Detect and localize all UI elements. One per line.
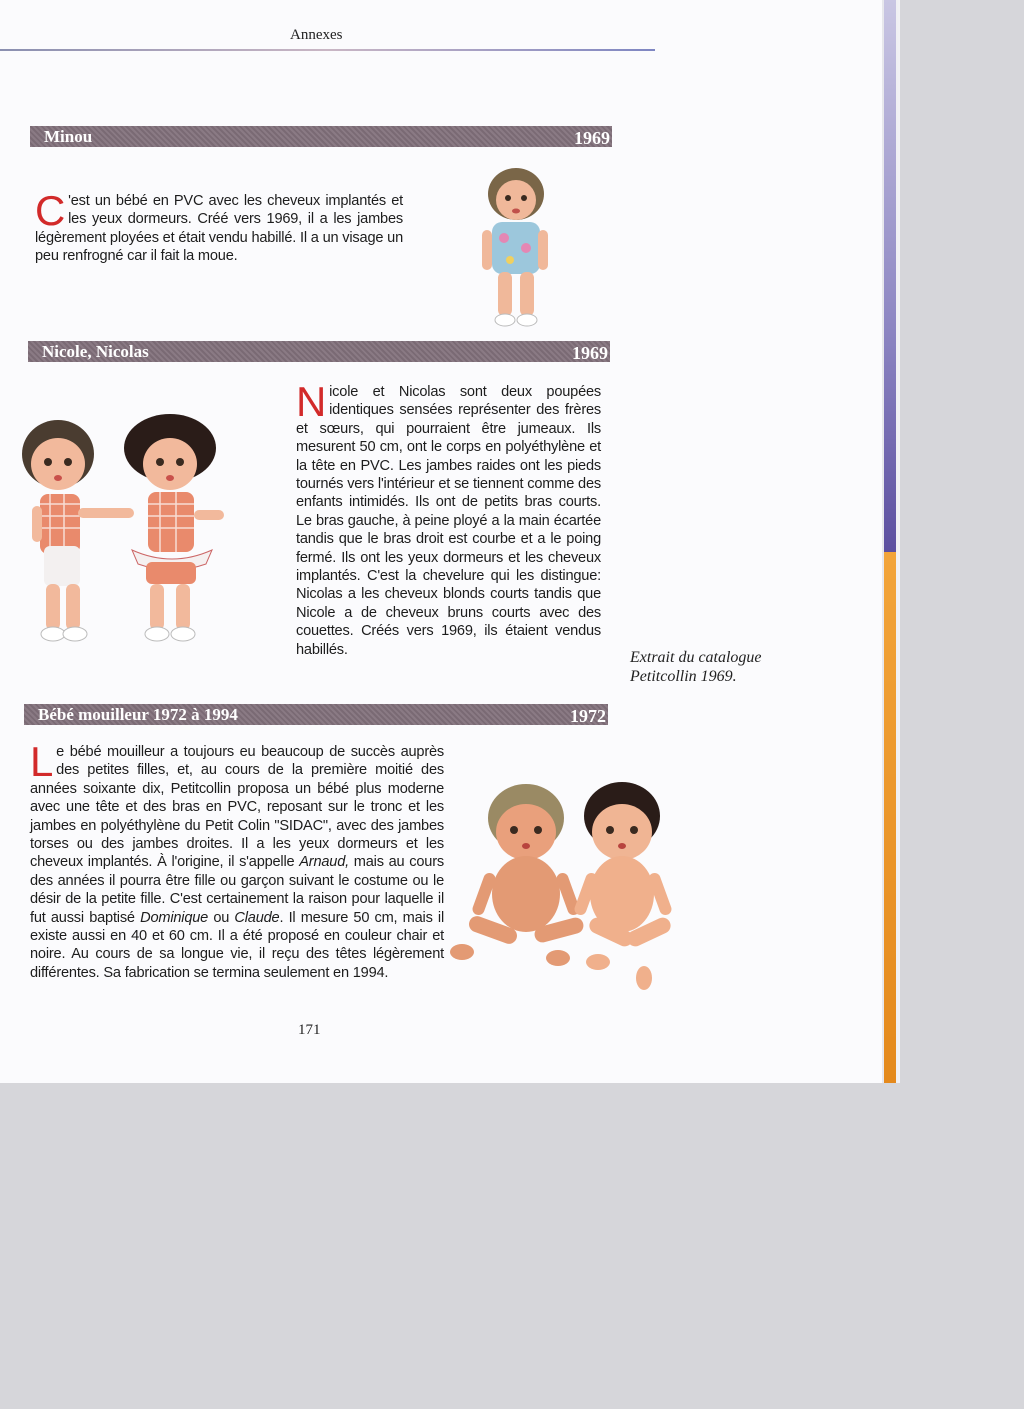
section-band-nicole-nicolas: [28, 341, 610, 362]
section-year: 1969: [572, 343, 608, 363]
caption-line: Petitcollin 1969.: [630, 668, 737, 685]
section-title: Minou: [44, 127, 93, 146]
catalogue-caption: [630, 648, 762, 686]
paragraph-part: mais au cours des années il pourra être fille ou garçon suivant le costume ou le désir de la petite fille. C'est certainement la raison pour laquelle il fut aussi baptisé: [30, 854, 444, 926]
section-band-bebe-mouilleur: [24, 704, 608, 725]
section-title: Bébé mouilleur 1972 à 1994: [38, 705, 238, 724]
header-rule: [0, 49, 655, 51]
section-text-nicole-nicolas: [296, 378, 601, 659]
nicole-nicolas-dolls-photo: [20, 414, 235, 654]
minou-doll-photo: [476, 164, 554, 334]
paragraph: icole et Nicolas sont deux poupées identiques sensées représenter des frères et sœurs, qui pourraient être jumeaux. Ils mesurent 50 cm, ont le corps en polyéthylène et la tête en PVC. Les jambes raides ont les pieds tournés vers l'intérieur et se tiennent comme des enfants intimidés. Ils ont de petits bras courts. Le bras gauche, à peine ployé a la main écartée tandis que le bras droit est courbe et a le poing fermé. Ils ont les yeux dormeurs et les cheveux implantés. C'est la chevelure qui les distingue: Nicolas a les cheveux blonds courts tandis que Nicole a de cheveux bruns courts avec des couettes. Créés vers 1969, ils étaient vendus habillés.: [296, 384, 601, 658]
drop-cap: L: [30, 738, 54, 785]
section-title: Nicole, Nicolas: [42, 342, 149, 361]
drop-cap: C: [35, 187, 66, 234]
name-dominique: Dominique: [140, 909, 209, 926]
running-head: Annexes: [290, 27, 343, 43]
section-text-minou: [35, 187, 403, 266]
page-number: 171: [298, 1022, 321, 1038]
name-arnaud: Arnaud,: [299, 854, 349, 871]
section-year: 1972: [570, 706, 606, 726]
section-year: 1969: [574, 128, 610, 148]
paragraph-part: . Il mesure 50 cm, mais il existe aussi en 40 et 60 cm. Il a été proposé en couleur chair et noire. Au cours de sa longue vie, il reçu des têtes légèrement différentes. Sa fabrication se termina seulement en 1994.: [30, 909, 445, 981]
caption-line: Extrait du catalogue: [630, 649, 762, 666]
section-band-minou: [30, 126, 612, 147]
paragraph-part: ou: [208, 909, 235, 926]
orange-edge-stripe: [884, 552, 896, 1083]
purple-edge-stripe: [884, 0, 896, 552]
paragraph: 'est un bébé en PVC avec les cheveux implantés et les yeux dormeurs. Créé vers 1969, il a les jambes légèrement ployées et était vendu habillé. Il a un visage un peu renfrogné car il fait la moue.: [35, 193, 403, 265]
bebe-mouilleur-dolls-photo: [448, 782, 688, 994]
name-claude: Claude: [234, 909, 280, 926]
drop-cap: N: [296, 378, 327, 425]
section-text-bebe-mouilleur: [30, 738, 445, 982]
paragraph-part: e bébé mouilleur a toujours eu beaucoup de succès auprès des petites filles, et, au cours de la première moitié des années soixante dix, Petitcollin proposa un bébé plus moderne avec une tête et des bras en PVC, reposant sur le tronc et les jambes en polyéthylène du Petit Colin "SIDAC", avec des jambes torses ou des jambes droites. Il a les yeux dormeurs et les cheveux implantés. À l'origine, il s'appelle: [30, 744, 444, 871]
